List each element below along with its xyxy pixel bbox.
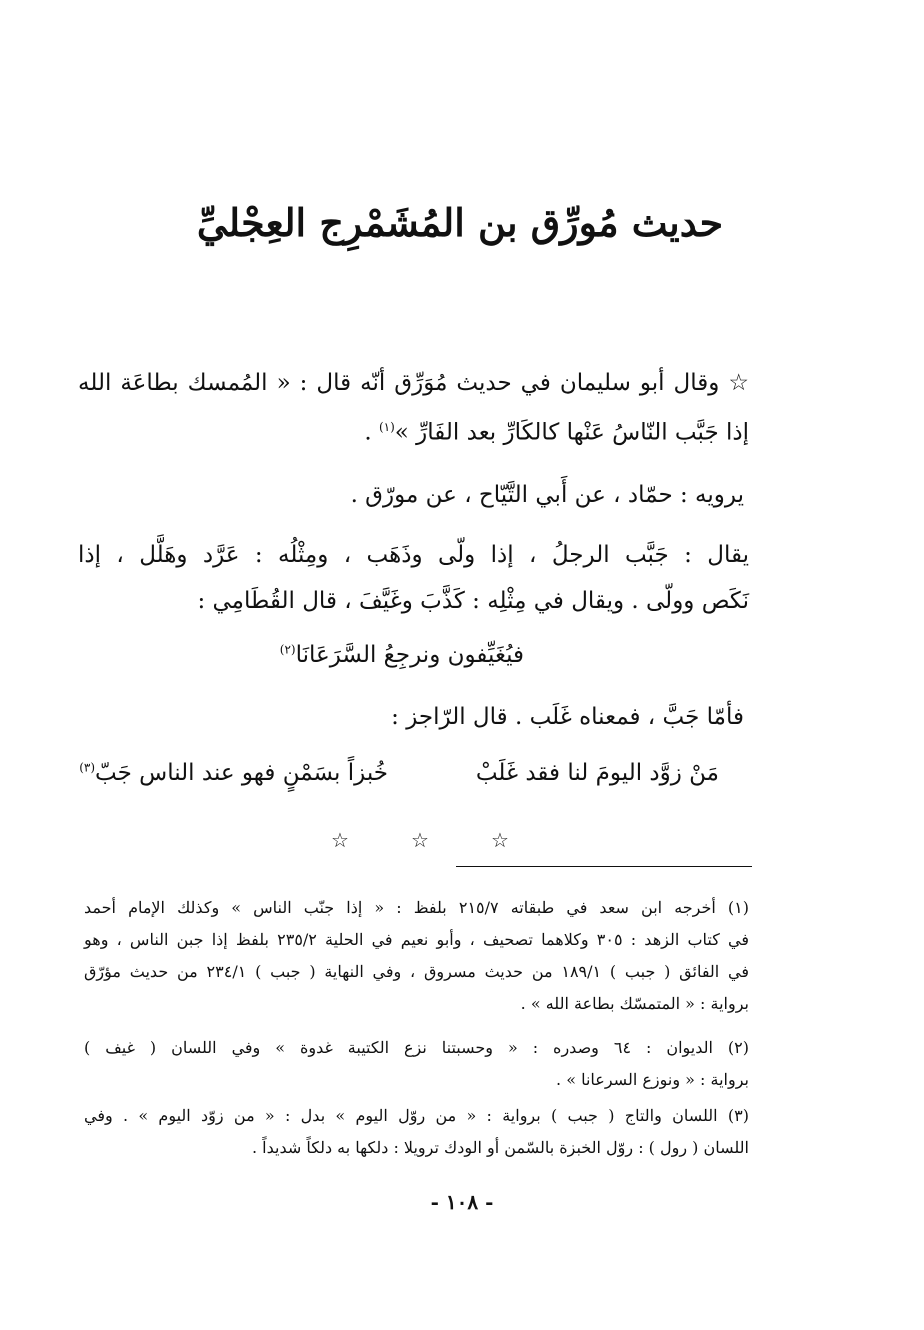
footnote-2-line-2: برواية : « ونوزع السرعانا » . (556, 1070, 749, 1089)
paragraph-3-line-2: نَكَص وولّى . ويقال في مِثْلِه : كَذَّبَ وغَيَّفَ ، قال القُطَامِي : (197, 588, 749, 614)
verse-2-second-text: خُبزاً بسَمْنٍ فهو عند الناس جَبّ (95, 760, 388, 786)
paragraph-1-line-2-text: إذا جَبَّب النّاسُ عَنْها كالكَارِّ بعد الفَارِّ » (394, 419, 749, 446)
paragraph-4: فأمّا جَبَّ ، فمعناه غَلَب . قال الرّاجز : (391, 704, 744, 730)
footnote-1-line-1: (١) أخرجه ابن سعد في طبقاته ٢١٥/٧ بلفظ : « إذا جنّب الناس » وكذلك الإمام أحمد (84, 898, 749, 917)
star-icon: ☆ (411, 828, 429, 852)
star-icon: ☆ (491, 828, 509, 852)
verse-1-text: فيُغَيِّفون ونرجِعُ السَّرَعَانَا (295, 642, 524, 668)
footnote-ref-2: (٢) (279, 642, 296, 657)
footnote-ref-1: (١) (378, 420, 395, 434)
paragraph-3-line-1: يقال : جَبَّب الرجلُ ، إذا ولّى وذَهَب ، ومِثْلُه : عَرَّد وهَلَّل ، إذا (78, 542, 749, 568)
paragraph-1-line-1: ☆ وقال أبو سليمان في حديث مُوَرِّق أنّه قال : « المُمسك بطاعَة الله (78, 370, 749, 396)
verse-2-second-hemistich (79, 760, 388, 786)
footnote-1-line-2: في كتاب الزهد : ٣٠٥ وكلاهما تصحيف ، وأبو نعيم في الحلية ٢٣٥/٢ بلفظ إذا جبن الناس ، وهو (84, 930, 750, 949)
footnote-1-line-3: في الفائق ( جبب ) ١٨٩/١ من حديث مسروق ، وفي النهاية ( جبب ) ٢٣٤/١ من حديث مؤرّق (84, 962, 749, 981)
verse-2-first-hemistich: مَنْ زوَّد اليومَ لنا فقد غَلَبْ (475, 760, 719, 786)
footnote-2-line-1: (٢) الديوان : ٦٤ وصدره : « وحسبتنا نزع الكتيبة غدوة » وفي اللسان ( غيف ) (84, 1038, 750, 1057)
paragraph-1-end: . (364, 419, 379, 446)
footnote-3-line-2: اللسان ( رول ) : روّل الخبزة بالسّمن أو الودك ترويلا : دلكها به دلكاً شديداً . (252, 1138, 749, 1157)
paragraph-2: يرويه : حمّاد ، عن أَبي التَّيّاح ، عن مورّق . (350, 482, 744, 508)
paragraph-1-line-2 (78, 410, 749, 450)
section-separator (330, 828, 510, 852)
star-icon: ☆ (331, 828, 349, 852)
verse-1 (280, 642, 524, 668)
footnote-ref-3: (٣) (79, 760, 96, 775)
page-title: حديث مُورِّق بن المُشَمْرِج العِجْليِّ (196, 200, 724, 245)
page-number: - ١٠٨ - (430, 1190, 494, 1214)
footnote-divider (456, 866, 752, 867)
footnote-1-line-4: برواية : « المتمسّك بطاعة الله » . (520, 994, 749, 1013)
footnote-3-line-1: (٣) اللسان والتاج ( جبب ) برواية : « من روّل اليوم » بدل : « من زوّد اليوم » . وفي (84, 1106, 749, 1125)
